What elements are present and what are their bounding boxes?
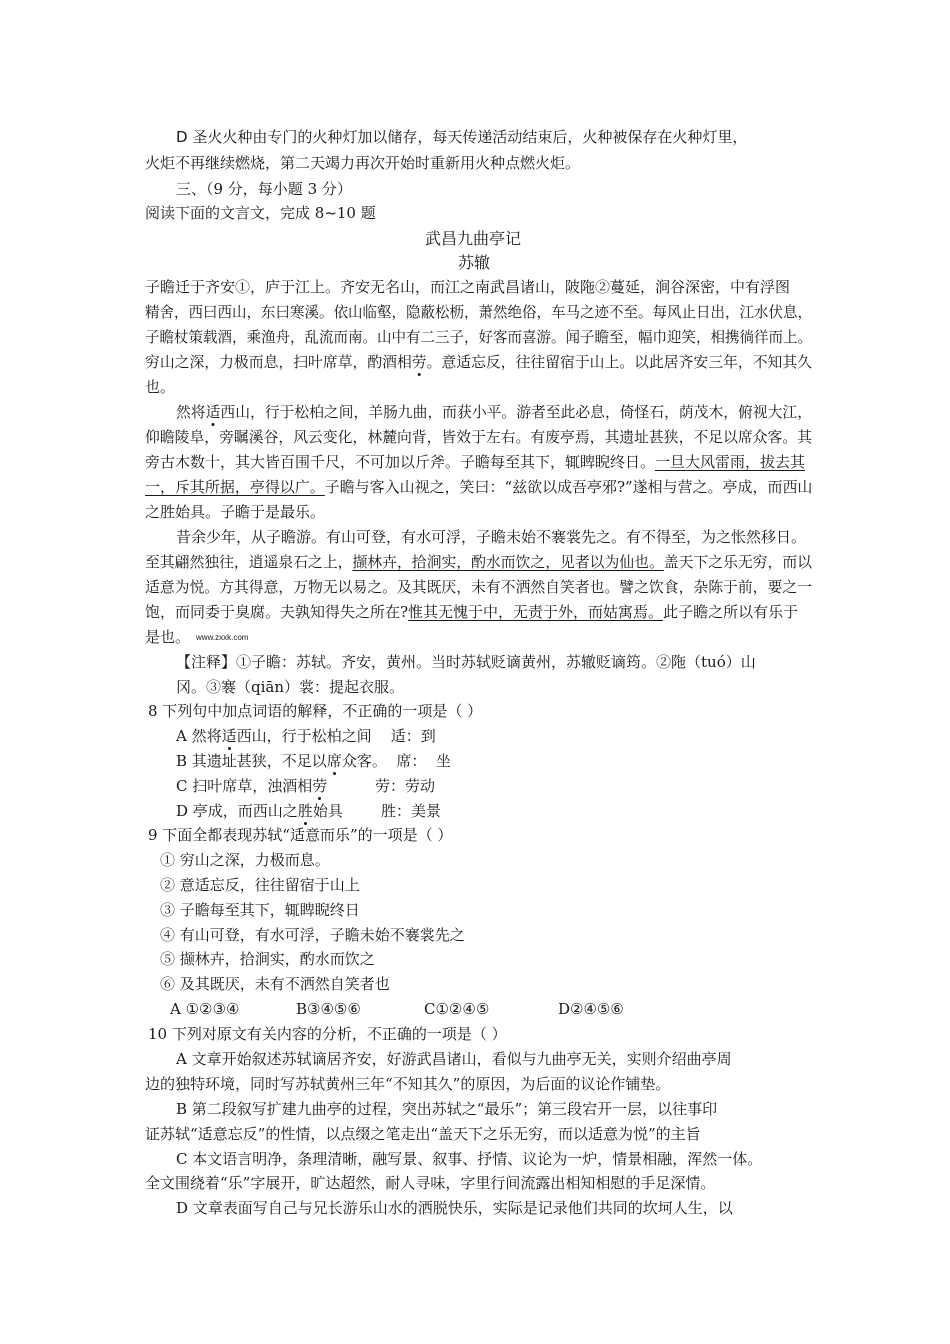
q8-option-d-pre: D 亭成，而西山之 [176,802,298,820]
p1-line-2: 精舍，西曰西山，东曰寒溪。依山临壑，隐蔽松枥，萧然绝俗，车马之迹不至。每风止日出，江水伏息， [145,303,813,321]
q9-item-2: ② 意适忘反，往往留宿于山上 [160,876,360,894]
intro-line-2: 火炬不再继续燃烧，第二天竭力再次开始时重新用火种点燃火炬。 [145,154,581,172]
notes-line-2: 冈。③褰（qiān）裳：提起衣服。 [176,678,405,696]
reading-instruction: 阅读下面的文言文，完成 8~10 题 [145,204,376,222]
q9-stem: 9 下面全都表现苏轼“适意而乐”的一项是（ ） [148,826,453,844]
q8-option-a-post: 西山，行于松柏之间 适：到 [236,727,436,745]
p2-line-3-a: 旁古木数十，其大皆百围千尺，不可加以斤斧。子瞻每至其下，辄睥睨终日。 [145,453,656,471]
p2-line-1 [176,403,812,421]
q8-option-b-dotted: 席 [326,752,342,770]
q8-option-b-post: 众客。 席： 坐 [341,752,451,770]
p2-line-2: 仰瞻陵阜，旁瞩溪谷，风云变化，林麓向背，皆效于左右。有废亭焉，其遗址甚狭，不足以席众客。其 [145,428,812,446]
q8-option-b [176,752,451,770]
p3-line-4-b: 此子瞻之所以有乐于 [663,603,799,621]
p1-line-4-b: 。意适忘反，往往留宿于山上。以此居齐安三年，不知其久 [426,353,813,371]
q8-option-c-pre: C 扫叶席草，浊酒相 [176,777,313,795]
notes-line-1: 【注释】①子瞻：苏轼。齐安，黄州。当时苏轼贬谪黄州，苏辙贬谪筠。②陁（tuó）山 [176,653,756,671]
q9-item-1: ① 穷山之深，力极而息。 [160,851,330,869]
q10-stem: 10 下列对原文有关内容的分析，不正确的一项是（ ） [148,1025,507,1043]
p3-line-2-b: 盖天下之乐无穷，而以 [663,553,813,571]
p3-line-4 [145,603,798,621]
p3-line-2 [145,553,812,571]
q8-option-d-post: 始具 胜：美景 [312,802,441,820]
p1-line-3: 子瞻杖策载酒，乘渔舟，乱流而南。山中有二三子，好客而喜游。闻子瞻至，幅巾迎笑，相携徜徉而上。 [145,328,813,346]
p2-line-4-underlined: 一，斥其所据，亭得以广。 [145,478,325,496]
q8-option-a-dotted: 适 [221,727,237,745]
q8-option-c [176,777,435,795]
p2-line-3-underlined: 一旦大风雷雨，拔去其 [655,453,806,471]
q9-choice-c: C①②④⑤ [424,1000,490,1018]
q10-line-7: D 文章表面写自己与兄长游乐山水的洒脱快乐，实际是记录他们共同的坎坷人生，以 [176,1199,733,1217]
essay-author: 苏辙 [458,253,491,272]
intro-line-1-text: D 圣火火种由专门的火种灯加以储存，每天传递活动结束后，火种被保存在火种灯里， [176,128,748,146]
p3-line-1: 昔余少年，从子瞻游。有山可登，有水可浮，子瞻未始不褰裳先之。有不得至，为之怅然移日。 [176,528,807,546]
p3-line-4-a: 饱，而同委于臭腐。夫孰知得失之所在? [145,603,409,621]
p1-line-5: 也。 [145,378,176,396]
q8-stem: 8 下列句中加点词语的解释，不正确的一项是（ ） [148,702,483,720]
q8-option-c-dotted: 劳 [312,777,328,795]
intro-line-1 [176,128,747,146]
q9-choice-d: D②④⑤⑥ [558,1000,624,1018]
p3-line-5 [145,628,248,647]
q8-option-d-dotted: 胜 [297,802,313,820]
p2-line-4-b: 子瞻与客入山视之，笑曰：“兹欲以成吾亭邪?”遂相与营之。亭成，而西山 [324,478,813,496]
p3-line-2-a: 至其翩然独往，逍遥泉石之上， [145,553,353,571]
p3-line-2-underlined: 撷林卉，拾涧实，酌水而饮之，见者以为仙也。 [352,553,664,571]
essay-title: 武昌九曲亭记 [425,229,522,248]
p2-line-4 [145,478,812,496]
q8-option-c-post: 劳：劳动 [327,777,435,795]
dotted-char-lao: 劳 [411,353,427,371]
q8-option-a-pre: A 然将 [176,727,222,745]
p2-line-1-a: 然将 [176,403,206,421]
q9-item-6: ⑥ 及其既厌，未有不洒然自笑者也 [160,975,390,993]
q9-item-4: ④ 有山可登，有水可浮，子瞻未始不褰裳先之 [160,926,465,944]
q10-line-2: 边的独特环境，同时写苏轼黄州三年“不知其久”的原因，为后面的议论作铺垫。 [145,1075,671,1093]
p2-line-1-b: 西山，行于松柏之间，羊肠九曲，而获小平。游者至此必息，倚怪石，荫茂木，俯视大江， [220,403,813,421]
p3-line-3: 适意为悦。方其得意，万物无以易之。及其既厌，未有不洒然自笑者也。譬之饮食，杂陈于前，要之一 [145,578,812,596]
q9-item-3: ③ 子瞻每至其下，辄睥睨终日 [160,901,360,919]
q10-line-6: 全文围绕着“乐”字展开，旷达超然，耐人寻味，字里行间流露出相知相慰的手足深情。 [145,1174,716,1192]
q8-option-d [176,802,441,820]
q8-option-b-pre: B 其遗址甚狭，不足以 [176,752,327,770]
dotted-char-shi: 适 [205,403,221,421]
p2-line-5: 之胜始具。子瞻于是最乐。 [145,503,326,521]
q9-choice-a: A ①②③④ [170,1000,240,1018]
q10-line-1: A 文章开始叙述苏轼谪居齐安，好游武昌诸山，看似与九曲亭无关，实则介绍曲亭周 [176,1050,732,1068]
section-heading: 三、（9 分，每小题 3 分） [176,180,352,198]
p1-line-4-a: 穷山之深，力极而息，扫叶席草，酌酒相 [145,353,412,371]
q8-option-a [176,727,436,745]
p1-line-1: 子瞻迁于齐安①，庐于江上。齐安无名山，而江之南武昌诸山，陂陁②蔓延，涧谷深密，中有浮图 [145,278,791,296]
q9-item-5: ⑤ 撷林卉，拾涧实，酌水而饮之 [160,950,375,968]
p3-line-4-underlined: 惟其无愧于中，无责于外，而姑寓焉。 [408,603,664,621]
p1-line-4 [145,353,812,371]
q9-choice-b: B③④⑤⑥ [296,1000,361,1018]
p2-line-3 [145,453,805,471]
q10-line-4: 证苏轼“适意忘反”的性情，以点缀之笔走出“盖天下之乐无穷，而以适意为悦”的主旨 [145,1125,701,1143]
q10-line-3: B 第二段叙写扩建九曲亭的过程，突出苏轼之“最乐”；第三段宕开一层，以往事印 [176,1100,718,1118]
p3-line-5-text: 是也。 [145,628,191,646]
watermark: www.zxxk.com [196,633,249,642]
q10-line-5: C 本文语言明净，条理清晰，融写景、叙事、抒情、议论为一炉，情景相融，浑然一体。 [176,1150,763,1168]
